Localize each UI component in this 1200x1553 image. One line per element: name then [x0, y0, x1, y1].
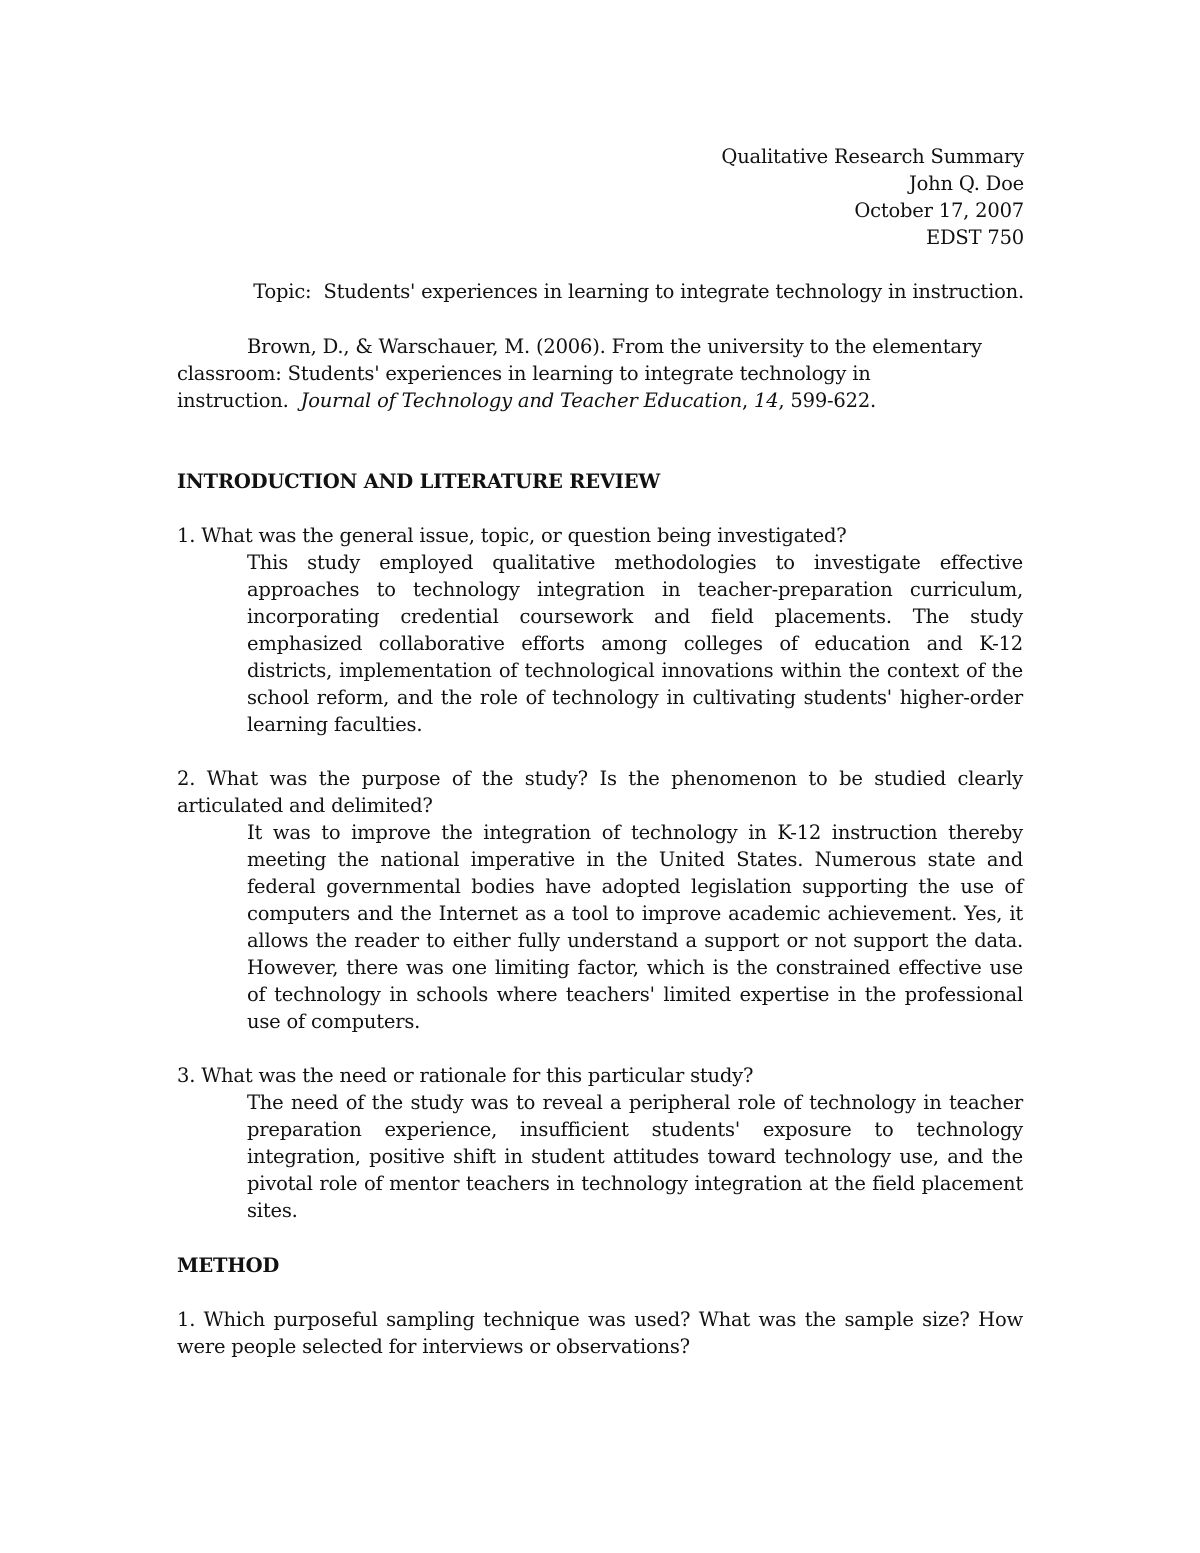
citation-line-3 [177, 387, 977, 414]
citation-title-end: instruction. [177, 389, 289, 412]
citation-separator: , [741, 389, 754, 412]
citation-pages: , 599-622. [778, 389, 877, 412]
answer-3: The need of the study was to reveal a peripheral role of technology in teacher preparation experience, insufficient students' exposure to technology integration, positive shift in student attitudes toward technology use, and the pivotal role of mentor teachers in technology integration at the field placement sites. [247, 1091, 1023, 1222]
section-heading-introduction: INTRODUCTION AND LITERATURE REVIEW [177, 470, 661, 493]
document-date: October 17, 2007 [854, 199, 1024, 222]
citation-journal: Journal of Technology and Teacher Education [300, 389, 742, 412]
topic-label: Topic: [253, 280, 312, 303]
topic-line [253, 278, 1024, 305]
document-header [721, 143, 1024, 251]
answer-1: This study employed qualitative methodologies to investigate effective approaches to technology integration in teacher-preparation curriculum, incorporating credential coursework and field placements. The study emphasized collaborative efforts among colleges of education and K-12 districts, implementation of technological innovations within the context of the school reform, and the role of technology in cultivating students' higher-order learning faculties. [247, 551, 1023, 736]
question-1: 1. What was the general issue, topic, or question being investigated? [177, 524, 847, 547]
citation [177, 333, 982, 414]
topic-text: Students' experiences in learning to integrate technology in instruction. [323, 280, 1024, 303]
document-title: Qualitative Research Summary [721, 145, 1024, 168]
citation-volume: 14 [753, 389, 779, 412]
method-question-1: 1. Which purposeful sampling technique was used? What was the sample size? How were people selected for interviews or observations? [177, 1308, 1023, 1358]
course-code: EDST 750 [925, 226, 1024, 249]
answer-2: It was to improve the integration of technology in K-12 instruction thereby meeting the national imperative in the United States. Numerous state and federal governmental bodies have adopted legislation supporting the use of computers and the Internet as a tool to improve academic achievement. Yes, it allows the reader to either fully understand a support or not support the data. However, there was one limiting factor, which is the constrained effective use of technology in schools where teachers' limited expertise in the professional use of computers. [247, 821, 1023, 1033]
question-3: 3. What was the need or rationale for this particular study? [177, 1064, 754, 1087]
question-2: 2. What was the purpose of the study? Is the phenomenon to be studied clearly articulated and delimited? [177, 767, 1023, 817]
citation-line-1: Brown, D., & Warschauer, M. (2006). From the university to the elementary [247, 335, 982, 358]
author-name: John Q. Doe [909, 172, 1024, 195]
section-heading-method: METHOD [177, 1254, 280, 1277]
citation-line-2: classroom: Students' experiences in learning to integrate technology in [177, 362, 871, 385]
